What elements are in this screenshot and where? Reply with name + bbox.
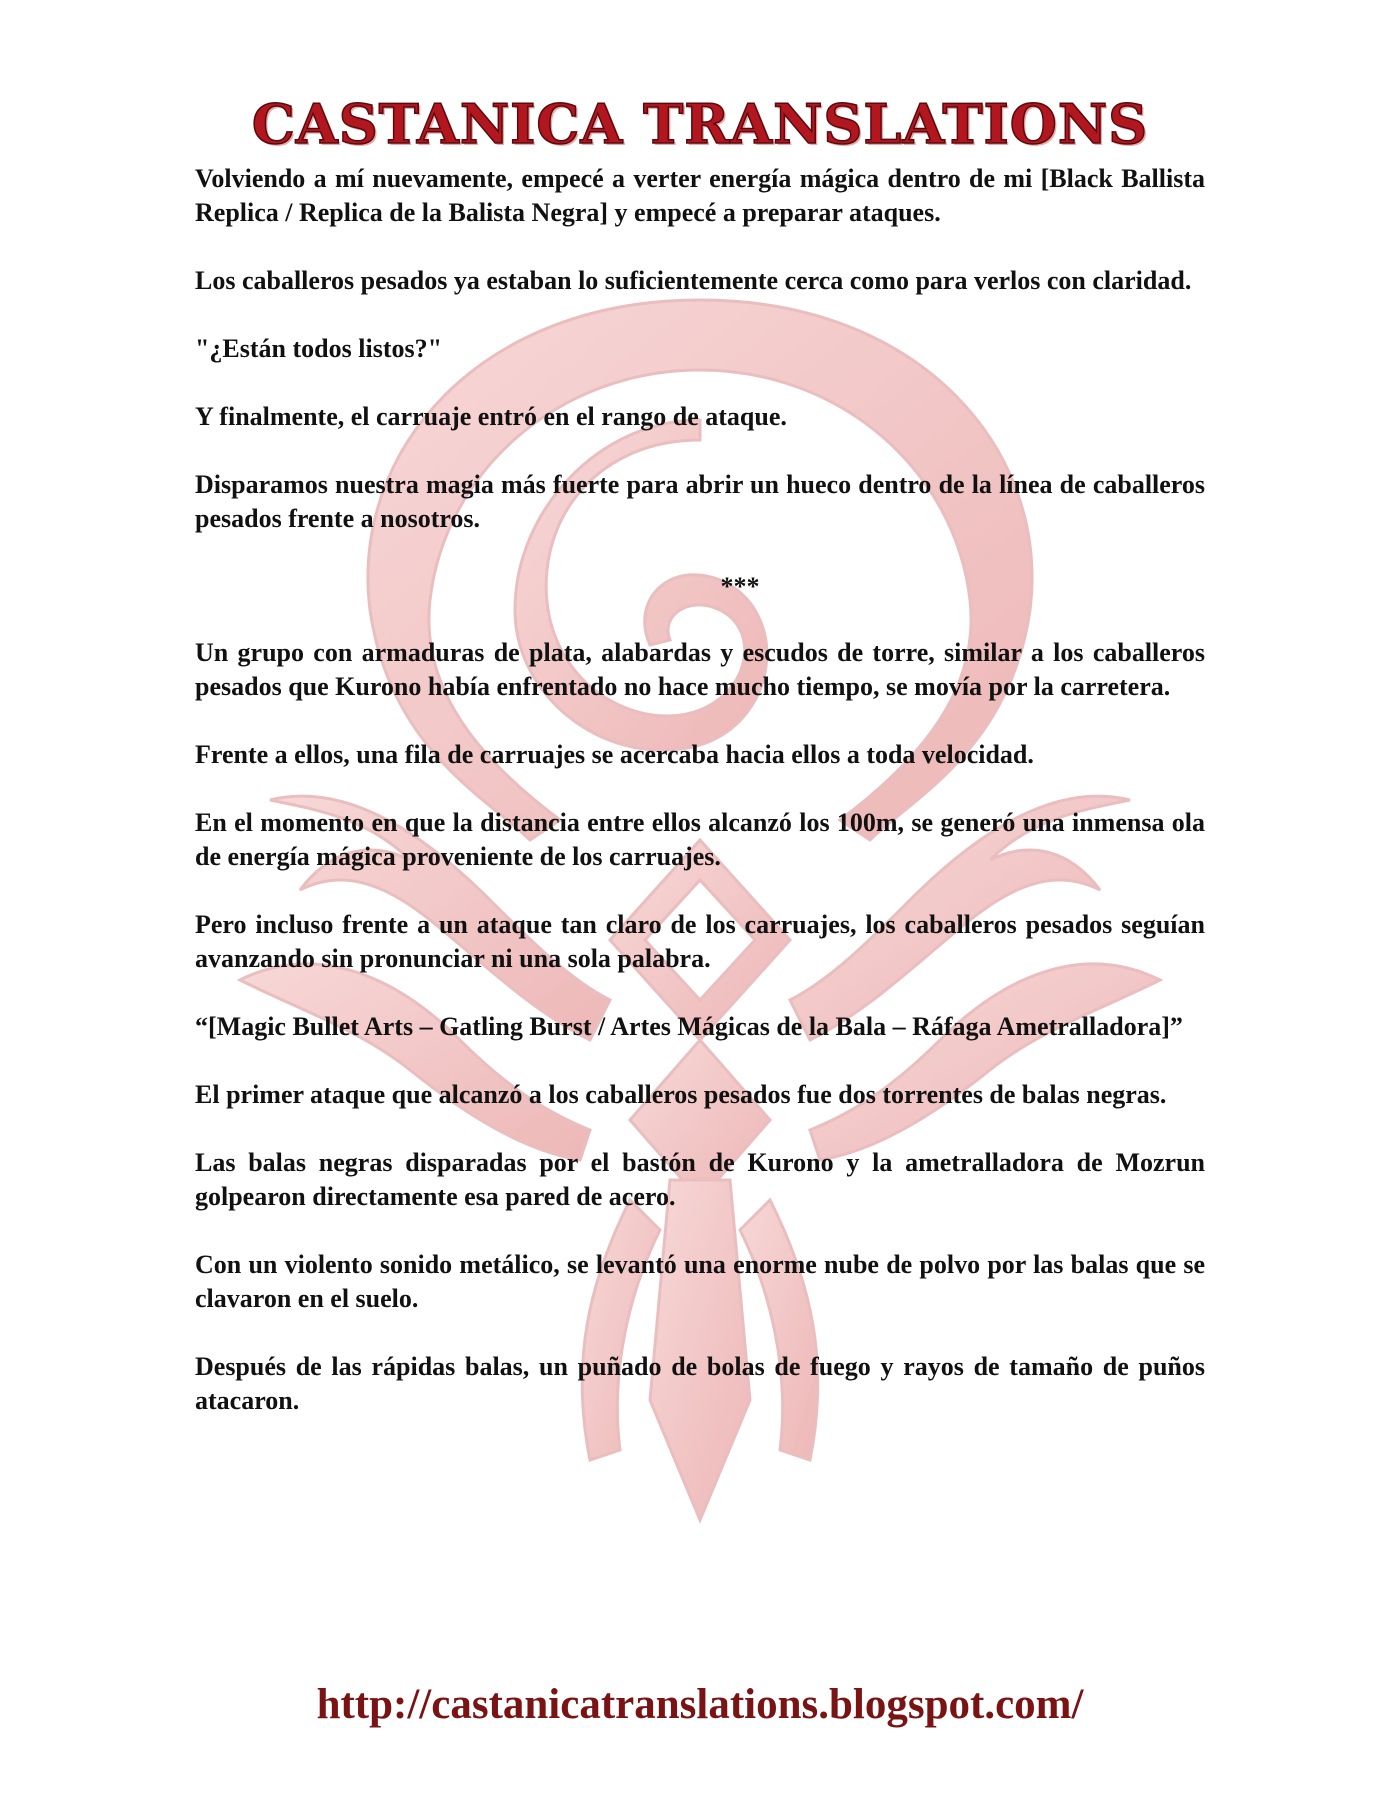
paragraph: En el momento en que la distancia entre ellos alcanzó los 100m, se generó una inmensa ola de energía mágica proveniente de los carruajes. (195, 808, 1205, 871)
paragraph: Disparamos nuestra magia más fuerte para abrir un hueco dentro de la línea de caballeros pesados frente a nosotros. (195, 470, 1205, 533)
paragraph: Con un violento sonido metálico, se levantó una enorme nube de polvo por las balas que se clavaron en el suelo. (195, 1250, 1205, 1313)
paragraph: “[Magic Bullet Arts – Gatling Burst / Artes Mágicas de la Bala – Ráfaga Ametralladora]” (195, 1012, 1183, 1041)
footer-url-link[interactable]: http://castanicatranslations.blogspot.com/ (316, 1681, 1084, 1728)
paragraph: Volviendo a mí nuevamente, empecé a verter energía mágica dentro de mi [Black Ballista Replica / Replica de la Balista Negra] y empecé a preparar ataques. (195, 164, 1205, 227)
paragraph: El primer ataque que alcanzó a los caballeros pesados fue dos torrentes de balas negras. (195, 1080, 1167, 1109)
scene-separator: *** (720, 572, 760, 601)
paragraph: Los caballeros pesados ya estaban lo suficientemente cerca como para verlos con claridad. (195, 266, 1192, 295)
paragraph: "¿Están todos listos?" (195, 334, 443, 363)
paragraph: Y finalmente, el carruaje entró en el rango de ataque. (195, 402, 787, 431)
paragraph: Las balas negras disparadas por el bastón de Kurono y la ametralladora de Mozrun golpearon directamente esa pared de acero. (195, 1148, 1205, 1211)
document-body (195, 162, 1205, 1452)
paragraph: Pero incluso frente a un ataque tan claro de los carruajes, los caballeros pesados seguían avanzando sin pronunciar ni una sola palabra. (195, 910, 1205, 973)
paragraph: Frente a ellos, una fila de carruajes se acercaba hacia ellos a toda velocidad. (195, 740, 1034, 769)
page-title: CASTANICA TRANSLATIONS (251, 92, 1149, 156)
paragraph: Después de las rápidas balas, un puñado de bolas de fuego y rayos de tamaño de puños atacaron. (195, 1352, 1205, 1415)
paragraph: Un grupo con armaduras de plata, alabardas y escudos de torre, similar a los caballeros pesados que Kurono había enfrentado no hace mucho tiempo, se movía por la carretera. (195, 638, 1205, 701)
